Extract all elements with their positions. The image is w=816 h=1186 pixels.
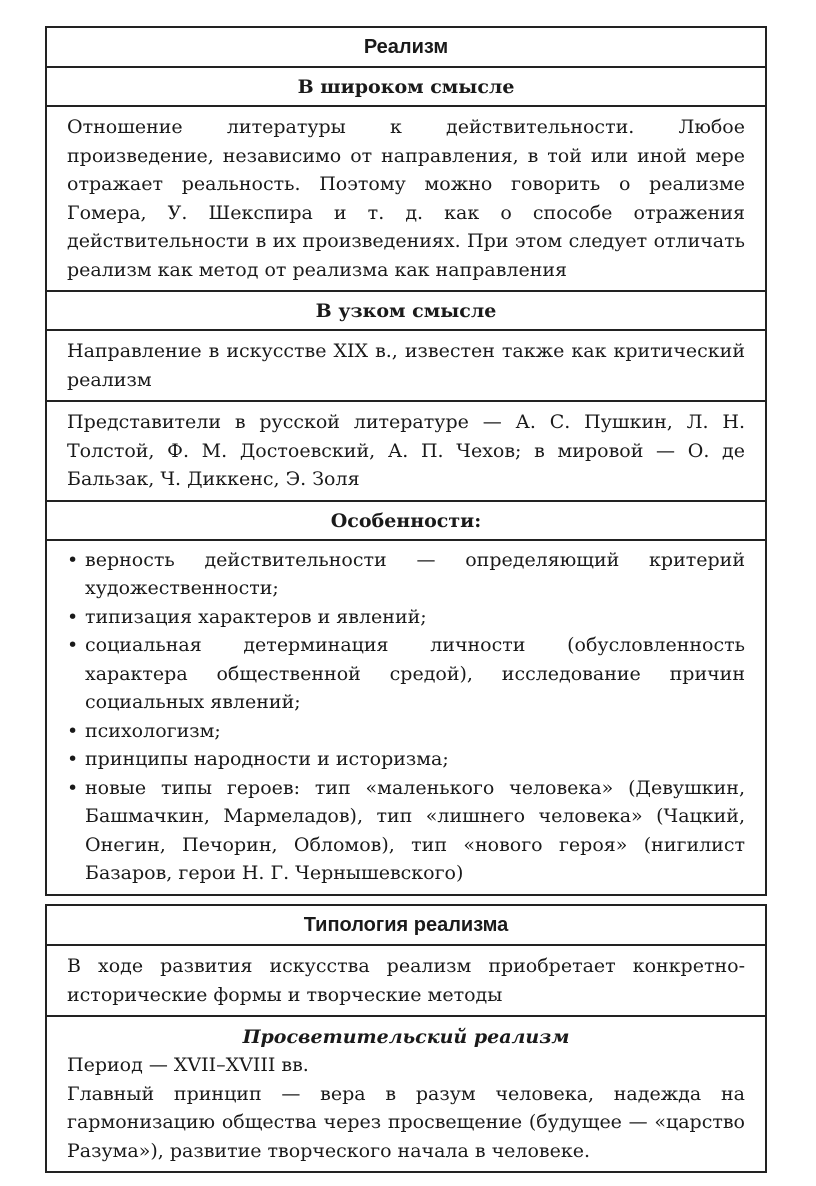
narrow-sense-heading: В узком смысле [47, 290, 765, 329]
table-title: Реализм [363, 36, 449, 58]
narrow-sense-definition: Направление в искусстве XIX в., известен также как критический реализм [47, 329, 765, 400]
list-item: • социальная детерминация личности (обусловленность характера общественной средой), исследование причин социальных явлений; [67, 631, 745, 717]
list-item: • психологизм; [67, 717, 745, 746]
list-item: • новые типы героев: тип «маленького человека» (Девушкин, Башмачкин, Мармеладов), тип «лишнего человека» (Чацкий, Онегин, Печорин, Обломов), тип «нового героя» (нигилист Базаров, герои Н. Г. Чернышевского) [67, 774, 745, 888]
list-item: • типизация характеров и явлений; [67, 603, 745, 632]
broad-sense-heading: В широком смысле [47, 66, 765, 105]
enlightenment-period: Период — XVII–XVIII вв. [67, 1054, 309, 1076]
typology-table [45, 904, 767, 1173]
enlightenment-realism-title: Просветительский реализм [242, 1026, 570, 1048]
broad-sense-text: Отношение литературы к действительности. Любое произведение, независимо от направления, в той или иной мере отражает реальность. Поэтому можно говорить о реализме Гомера, У. Шекспира и т. д. как о способе отражения действительности в их произведениях. При этом следует отличать реализм как метод от реализма как направления [47, 105, 765, 290]
table-title: Типология реализма [303, 914, 509, 936]
list-item: • верность действительности — определяющий критерий художественности; [67, 546, 745, 603]
realism-table [45, 26, 767, 896]
narrow-sense-representatives: Представители в русской литературе — А. С. Пушкин, Л. Н. Толстой, Ф. М. Достоевский, А. П. Чехов; в мировой — О. де Бальзак, Ч. Диккенс, Э. Золя [47, 400, 765, 500]
enlightenment-realism-cell [47, 1015, 765, 1171]
features-heading: Особенности: [47, 500, 765, 539]
list-item: • принципы народности и историзма; [67, 745, 745, 774]
enlightenment-principle: Главный принцип — вера в разум человека, надежда на гармонизацию общества через просвещение (будущее — «царство Разума»), развитие творческого начала в человеке. [67, 1082, 745, 1162]
typology-intro: В ходе развития искусства реализм приобретает конкретно-исторические формы и творческие методы [47, 944, 765, 1015]
features-list [47, 541, 765, 894]
features-cell [47, 539, 765, 894]
